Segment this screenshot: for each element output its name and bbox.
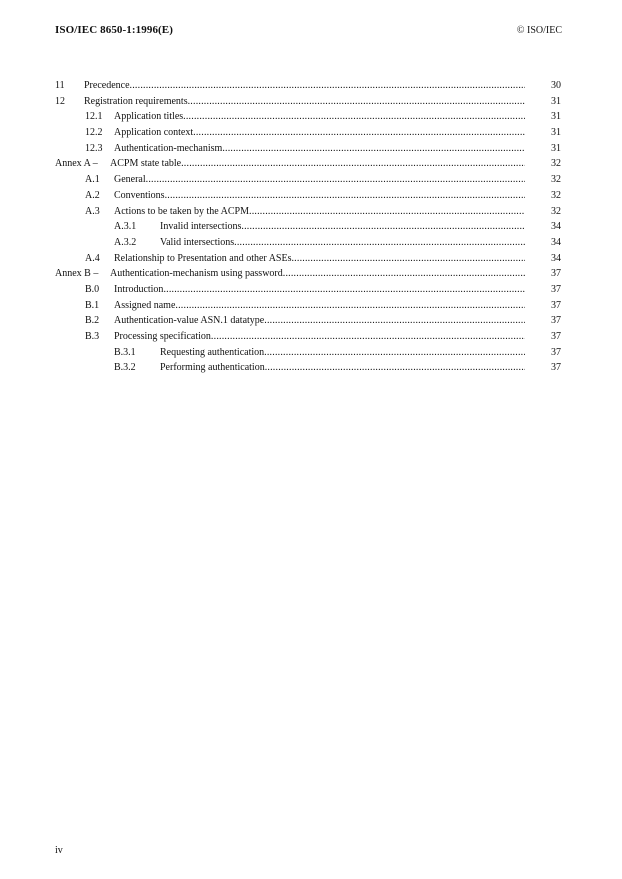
toc-entry[interactable]: [55, 125, 561, 141]
toc-entry[interactable]: [55, 141, 561, 157]
toc-entry[interactable]: [55, 360, 561, 376]
toc-entry-number: B.1: [85, 299, 100, 311]
toc-entry-number: B.3.2: [114, 362, 136, 374]
toc-entry-page: 37: [551, 362, 561, 374]
toc-entry-page: 37: [551, 331, 561, 342]
toc-entry-page: 32: [551, 205, 561, 217]
toc-entry-number: Annex A –: [55, 158, 98, 170]
toc-entry-number: 11: [55, 80, 65, 91]
toc-entry-title: Application context .....: [114, 125, 525, 141]
copyright-notice: © ISO/IEC: [516, 25, 562, 36]
toc-entry[interactable]: [55, 204, 561, 220]
toc-entry-number: A.2: [85, 189, 100, 201]
toc-entry-page: 31: [551, 142, 561, 154]
toc-entry[interactable]: [55, 94, 561, 110]
table-of-contents: [55, 78, 561, 376]
toc-entry-title: Assigned name .....: [114, 298, 525, 314]
toc-entry-title: Authentication-value ASN.1 datatype .....: [114, 313, 525, 329]
toc-entry-page: 37: [551, 299, 561, 311]
toc-entry-title: General .....: [114, 172, 525, 188]
toc-entry[interactable]: [55, 156, 561, 172]
toc-entry-page: 34: [551, 252, 561, 264]
toc-entry-title: Valid intersections .....: [160, 235, 525, 251]
toc-entry-page: 34: [551, 236, 561, 248]
toc-entry-page: 30: [551, 80, 561, 91]
toc-entry[interactable]: [55, 282, 561, 298]
toc-entry-title: Authentication-mechanism .....: [114, 141, 525, 157]
toc-entry-number: A.4: [85, 252, 100, 264]
toc-entry-page: 34: [551, 221, 561, 233]
toc-entry[interactable]: [55, 313, 561, 329]
toc-entry[interactable]: [55, 109, 561, 125]
toc-entry-number: 12.1: [85, 111, 103, 123]
toc-entry-page: 32: [551, 174, 561, 186]
toc-entry-page: 32: [551, 189, 561, 201]
toc-entry[interactable]: [55, 345, 561, 361]
toc-entry-page: 37: [551, 283, 561, 295]
toc-entry[interactable]: [55, 188, 561, 204]
toc-entry-title: Precedence .....: [84, 78, 525, 94]
toc-entry-title: Introduction .....: [114, 282, 525, 298]
document-identifier: ISO/IEC 8650-1:1996(E): [55, 24, 174, 36]
toc-entry-number: A.1: [85, 174, 100, 186]
toc-entry-title: Processing specification .....: [114, 329, 525, 345]
toc-entry-title: Registration requirements .....: [84, 94, 525, 110]
toc-entry-title: Actions to be taken by the ACPM .....: [114, 204, 525, 220]
toc-entry-number: B.0: [85, 283, 100, 295]
toc-entry-title: Invalid intersections .....: [160, 219, 525, 235]
toc-entry[interactable]: [55, 78, 561, 94]
toc-entry-title: Requesting authentication .....: [160, 345, 525, 361]
toc-entry-page: 37: [551, 315, 561, 327]
toc-entry[interactable]: [55, 329, 561, 345]
toc-entry[interactable]: [55, 266, 561, 282]
toc-entry-title: Relationship to Presentation and other ASEs .....: [114, 251, 525, 267]
toc-entry-number: 12.2: [85, 127, 103, 139]
toc-entry-number: B.3: [85, 331, 100, 342]
toc-entry-number: Annex B –: [55, 268, 99, 280]
toc-entry-number: B.2: [85, 315, 100, 327]
toc-entry-page: 37: [551, 268, 561, 280]
toc-entry[interactable]: [55, 298, 561, 314]
toc-entry-page: 31: [551, 111, 561, 123]
toc-entry-page: 31: [551, 127, 561, 139]
toc-entry-title: ACPM state table .....: [110, 156, 525, 172]
toc-entry-page: 32: [551, 158, 561, 170]
toc-entry-title: Performing authentication .....: [160, 360, 525, 376]
toc-entry-page: 37: [551, 346, 561, 358]
toc-entry-number: A.3: [85, 205, 100, 217]
page-number: iv: [55, 845, 63, 856]
toc-entry-number: A.3.1: [114, 221, 137, 233]
toc-entry-number: 12: [55, 95, 65, 107]
toc-entry-number: 12.3: [85, 142, 103, 154]
toc-entry[interactable]: [55, 172, 561, 188]
toc-entry[interactable]: [55, 235, 561, 251]
toc-entry-title: Conventions .....: [114, 188, 525, 204]
toc-entry-page: 31: [551, 95, 561, 107]
toc-entry-number: A.3.2: [114, 236, 137, 248]
toc-entry-title: Authentication-mechanism using password .....: [110, 266, 525, 282]
toc-entry[interactable]: [55, 251, 561, 267]
toc-entry-title: Application titles .....: [114, 109, 525, 125]
toc-entry[interactable]: [55, 219, 561, 235]
toc-entry-number: B.3.1: [114, 346, 136, 358]
